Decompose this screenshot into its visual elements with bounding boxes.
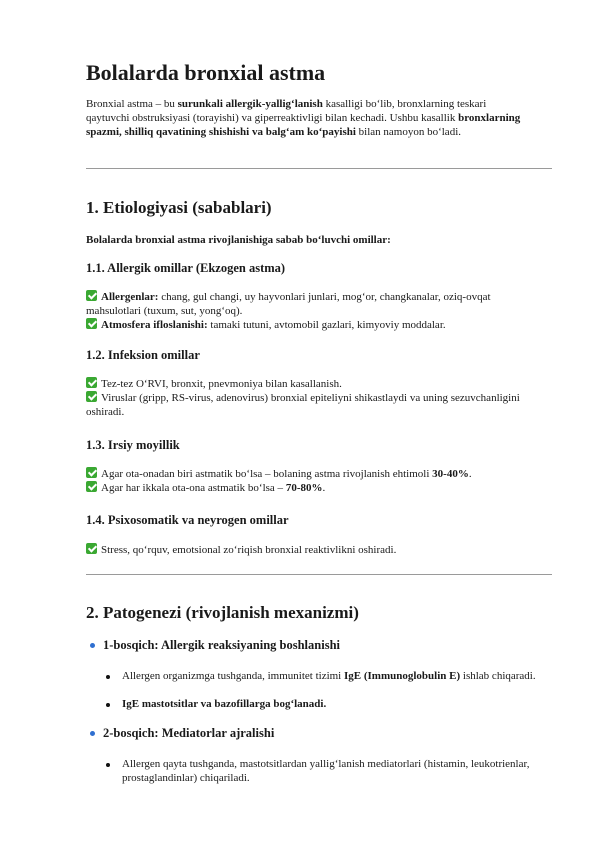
step-label: 2-bosqich: Mediatorlar ajralishi: [103, 726, 275, 740]
check-mark-icon: [86, 543, 97, 554]
subheading-heredity: 1.3. Irsiy moyillik: [86, 438, 180, 452]
item-bold: 70-80%: [285, 482, 323, 494]
check-mark-icon: [86, 391, 97, 402]
intro-paragraph: [86, 97, 526, 139]
etiology-lead: Bolalarda bronxial astma rivojlanishiga sabab bo‘luvchi omillar:: [86, 234, 391, 246]
check-mark-icon: [86, 481, 97, 492]
divider: [86, 574, 552, 575]
item-text: ishlab chiqaradi.: [460, 670, 536, 682]
item-bold: Atmosfera ifloslanishi:: [101, 319, 208, 331]
intro-text: Bronxial astma – bu: [86, 98, 178, 110]
infection-item-1: [86, 377, 546, 391]
item-bold: 30-40%: [432, 468, 469, 480]
item-text: Agar har ikkala ota-ona astmatik bo‘lsa –: [101, 482, 286, 494]
intro-bold: surunkali allergik-yallig‘lanish: [177, 98, 323, 110]
heredity-item-1: [86, 467, 546, 481]
intro-text: kasalligi bo‘lib, bronxlarning teskari qaytuvchi obstruksiyasi (torayishi) va giperreaktivligi bilan kechadi. Ushbu kasallik: [86, 98, 487, 124]
allergic-item-allergens: [86, 290, 546, 318]
bullet-icon: [106, 675, 110, 679]
item-text: Allergen organizmga tushganda, immunitet tizimi: [122, 670, 344, 682]
blue-dot-icon: [90, 731, 95, 736]
item-bold: Allergenlar:: [101, 291, 159, 303]
list-item: [106, 757, 562, 785]
item-text: Agar ota-onadan biri astmatik bo‘lsa – bolaning astma rivojlanish ehtimoli: [101, 468, 433, 480]
item-text: Allergen qayta tushganda, mastotsitlardan yallig‘lanish mediatorlari (histamin, leukotrienlar, prostaglandinlar) chiqariladi.: [122, 758, 530, 784]
check-mark-icon: [86, 467, 97, 478]
item-text: .: [322, 482, 326, 494]
intro-text: bilan namoyon bo‘ladi.: [355, 126, 461, 138]
intro-bold: bronxlarning spazmi, shilliq qavatining shishishi va balg‘am ko‘payishi: [86, 112, 521, 138]
subheading-infection: 1.2. Infeksion omillar: [86, 348, 200, 362]
check-mark-icon: [86, 318, 97, 329]
bullet-icon: [106, 703, 110, 707]
check-mark-icon: [86, 377, 97, 388]
item-text: Viruslar (gripp, RS-virus, adenovirus) bronxial epiteliyni shikastlaydi va uning sezuvchanligini oshiradi.: [86, 392, 520, 418]
page-title: Bolalarda bronxial astma: [86, 60, 326, 85]
step-1-heading: [86, 638, 340, 653]
infection-item-2: [86, 391, 546, 419]
item-bold: IgE (Immunoglobulin E): [344, 670, 461, 682]
item-text: tamaki tutuni, avtomobil gazlari, kimyoviy moddalar.: [207, 319, 446, 331]
divider: [86, 168, 552, 169]
subheading-allergic: 1.1. Allergik omillar (Ekzogen astma): [86, 261, 286, 275]
step-2-heading: [86, 726, 274, 741]
heredity-item-2: [86, 481, 546, 495]
bullet-icon: [106, 763, 110, 767]
section-heading-pathogenesis: 2. Patogenezi (rivojlanish mexanizmi): [86, 603, 359, 622]
allergic-item-pollution: [86, 318, 546, 332]
blue-dot-icon: [90, 643, 95, 648]
list-item: [106, 697, 562, 711]
subheading-psychosomatic: 1.4. Psixosomatik va neyrogen omillar: [86, 513, 289, 527]
list-item: [106, 669, 562, 683]
item-text: chang, gul changi, uy hayvonlari junlari, mog‘or, changkanalar, oziq-ovqat mahsulotlari (tuxum, sut, yong‘oq).: [86, 291, 491, 317]
item-bold: IgE mastotsitlar va bazofillarga bog‘lanadi.: [122, 698, 327, 710]
section-heading-etiology: 1. Etiologiyasi (sabablari): [86, 198, 272, 217]
step-label: 1-bosqich: Allergik reaksiyaning boshlanishi: [103, 638, 340, 652]
item-text: Stress, qo‘rquv, emotsional zo‘riqish bronxial reaktivlikni oshiradi.: [101, 544, 397, 556]
item-text: .: [468, 468, 472, 480]
item-text: Tez-tez O‘RVI, bronxit, pnevmoniya bilan kasallanish.: [101, 378, 342, 390]
check-mark-icon: [86, 290, 97, 301]
psychosomatic-item: [86, 543, 546, 557]
